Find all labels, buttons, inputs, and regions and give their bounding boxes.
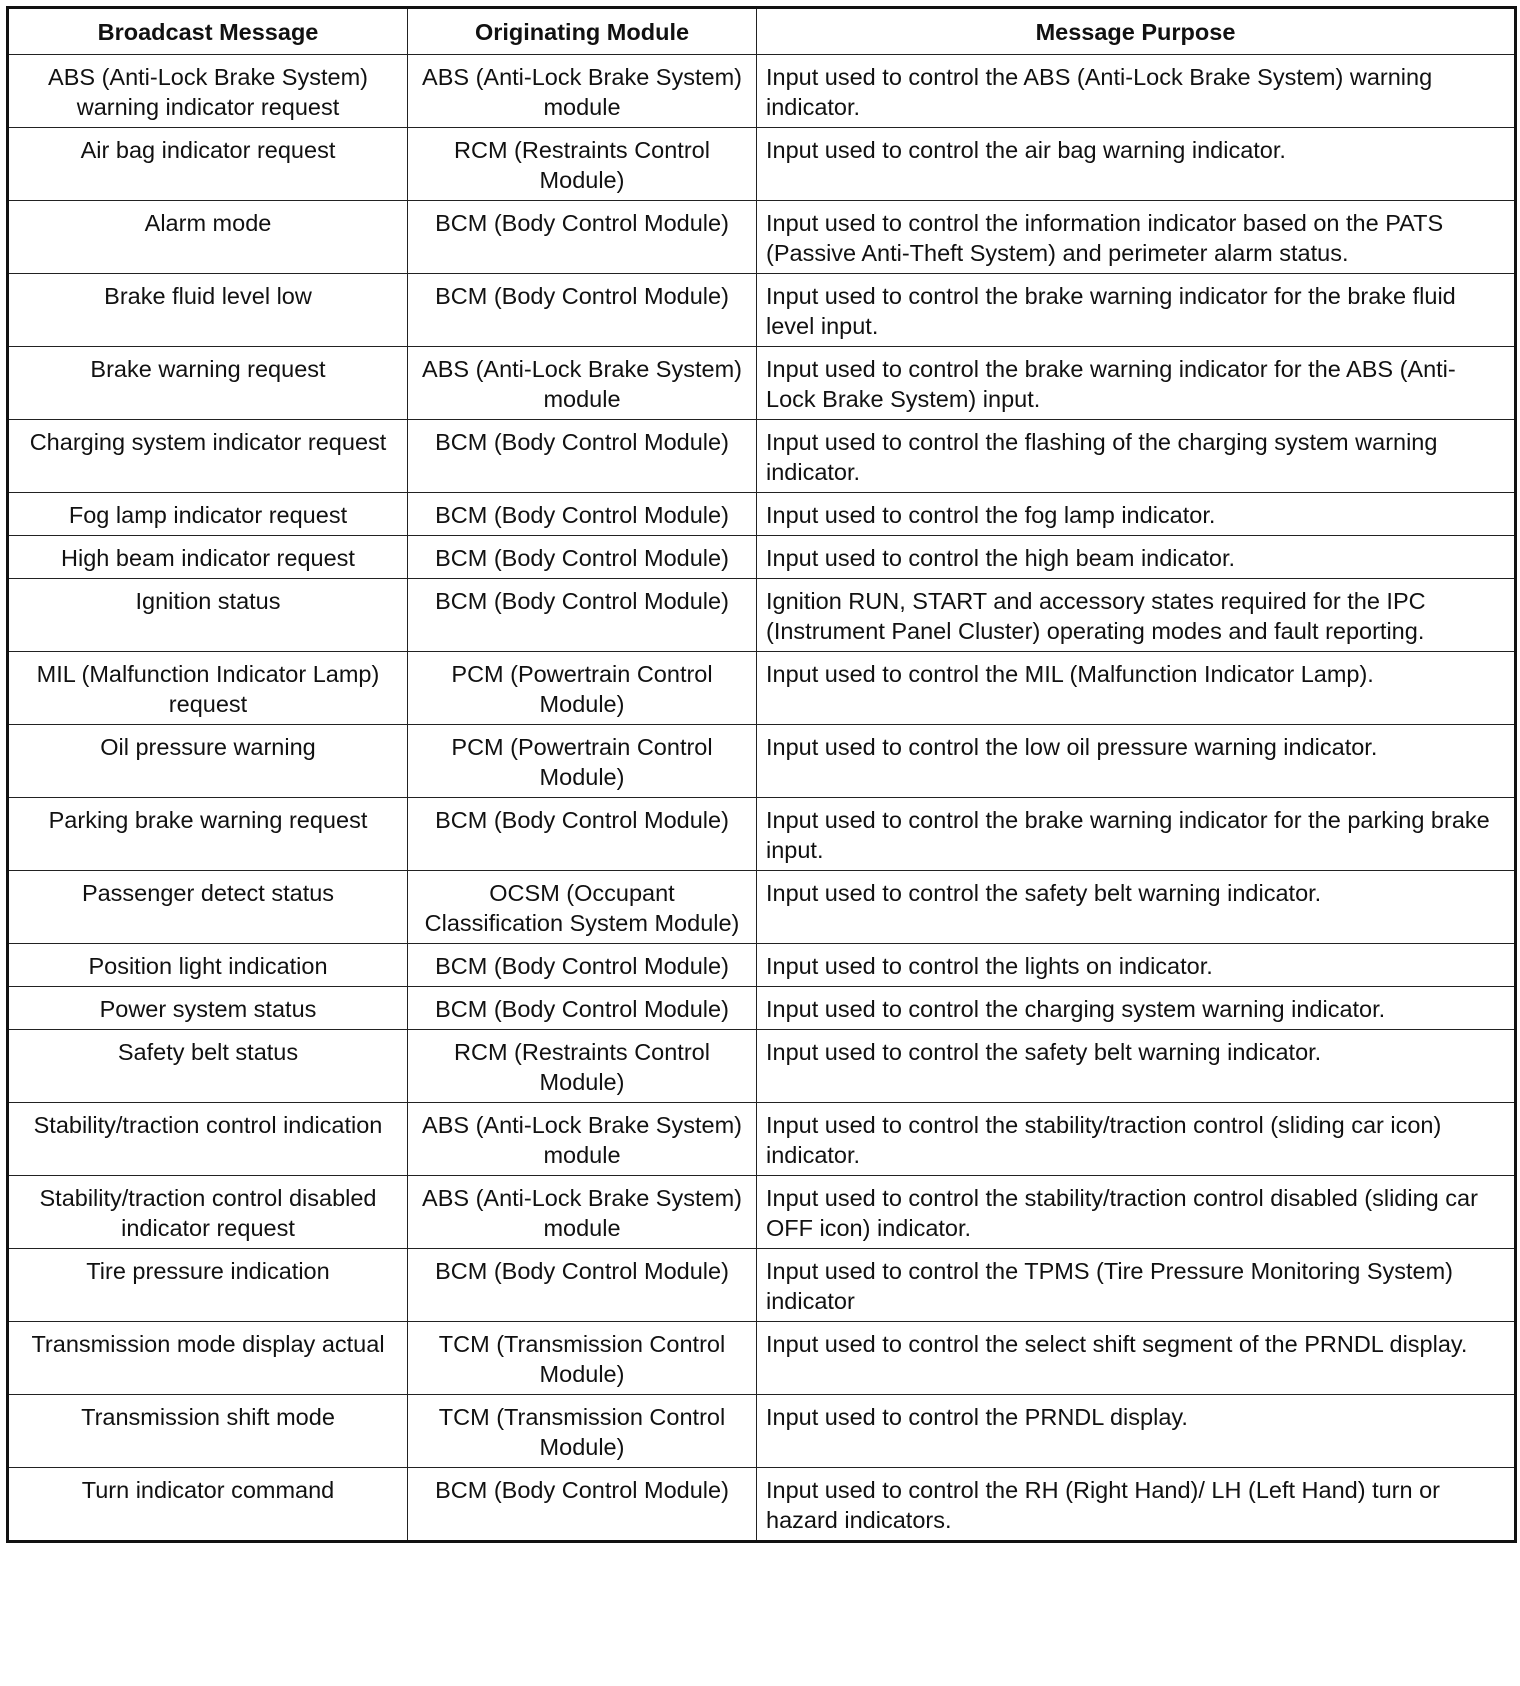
header-label: Broadcast Message: [97, 18, 319, 45]
table-row: [8, 55, 1516, 128]
cell-message-purpose-text: Input used to control the select shift segment of the PRNDL display.: [766, 1331, 1468, 1357]
cell-originating-module: [408, 274, 757, 347]
cell-message-purpose: [757, 1249, 1516, 1322]
cell-originating-module: [408, 1176, 757, 1249]
table-row: [8, 1103, 1516, 1176]
cell-broadcast-message-text: Stability/traction control disabled indicator request: [39, 1185, 377, 1241]
cell-message-purpose: [757, 493, 1516, 536]
table-row: [8, 1322, 1516, 1395]
cell-message-purpose: [757, 274, 1516, 347]
cell-broadcast-message-text: Tire pressure indication: [86, 1258, 330, 1284]
cell-message-purpose-text: Input used to control the air bag warning indicator.: [766, 137, 1286, 163]
broadcast-message-table: [6, 6, 1517, 1543]
table-row: [8, 798, 1516, 871]
cell-originating-module: [408, 944, 757, 987]
cell-broadcast-message: [8, 1395, 408, 1468]
cell-broadcast-message-text: Stability/traction control indication: [33, 1112, 383, 1138]
cell-originating-module: [408, 128, 757, 201]
header-originating-module: [408, 8, 757, 55]
cell-broadcast-message: [8, 871, 408, 944]
cell-originating-module-text: ABS (Anti-Lock Brake System) module: [422, 1112, 742, 1168]
cell-broadcast-message-text: Transmission mode display actual: [31, 1331, 385, 1357]
cell-message-purpose: [757, 536, 1516, 579]
cell-originating-module: [408, 798, 757, 871]
cell-message-purpose: [757, 944, 1516, 987]
cell-broadcast-message-text: Passenger detect status: [81, 880, 335, 906]
cell-originating-module: [408, 987, 757, 1030]
table-row: [8, 1176, 1516, 1249]
cell-originating-module: [408, 1030, 757, 1103]
cell-broadcast-message-text: Position light indication: [88, 953, 328, 979]
cell-broadcast-message-text: Transmission shift mode: [81, 1404, 335, 1430]
cell-originating-module: [408, 536, 757, 579]
cell-originating-module-text: BCM (Body Control Module): [435, 283, 729, 309]
cell-originating-module: [408, 1249, 757, 1322]
cell-originating-module: [408, 201, 757, 274]
cell-message-purpose: [757, 420, 1516, 493]
cell-broadcast-message: [8, 1176, 408, 1249]
cell-broadcast-message-text: Parking brake warning request: [48, 807, 368, 833]
cell-broadcast-message: [8, 1468, 408, 1542]
table-row: [8, 579, 1516, 652]
table-row: [8, 944, 1516, 987]
cell-originating-module: [408, 652, 757, 725]
cell-originating-module-text: BCM (Body Control Module): [435, 502, 729, 528]
cell-broadcast-message: [8, 1322, 408, 1395]
cell-message-purpose-text: Input used to control the safety belt warning indicator.: [766, 880, 1322, 906]
cell-originating-module-text: BCM (Body Control Module): [435, 429, 729, 455]
table-row: [8, 536, 1516, 579]
cell-originating-module: [408, 1468, 757, 1542]
table-row: [8, 347, 1516, 420]
cell-broadcast-message-text: Ignition status: [135, 588, 281, 614]
cell-broadcast-message: [8, 1030, 408, 1103]
cell-originating-module-text: BCM (Body Control Module): [435, 953, 729, 979]
cell-broadcast-message: [8, 274, 408, 347]
cell-message-purpose-text: Input used to control the stability/traction control disabled (sliding car OFF icon) indicator.: [766, 1185, 1478, 1241]
cell-originating-module-text: TCM (Transmission Control Module): [438, 1331, 726, 1387]
cell-originating-module-text: RCM (Restraints Control Module): [454, 137, 710, 193]
cell-broadcast-message: [8, 1249, 408, 1322]
table-row: [8, 725, 1516, 798]
cell-originating-module-text: ABS (Anti-Lock Brake System) module: [422, 1185, 742, 1241]
table-row: [8, 1249, 1516, 1322]
cell-originating-module-text: TCM (Transmission Control Module): [438, 1404, 726, 1460]
cell-originating-module: [408, 1395, 757, 1468]
header-label: Message Purpose: [1035, 18, 1236, 45]
cell-message-purpose-text: Input used to control the MIL (Malfunction Indicator Lamp).: [766, 661, 1374, 687]
cell-broadcast-message: [8, 201, 408, 274]
cell-message-purpose: [757, 1468, 1516, 1542]
cell-message-purpose-text: Input used to control the charging system warning indicator.: [766, 996, 1386, 1022]
cell-originating-module-text: BCM (Body Control Module): [435, 996, 729, 1022]
cell-message-purpose: [757, 128, 1516, 201]
document-page: [6, 6, 1514, 1543]
cell-originating-module-text: BCM (Body Control Module): [435, 588, 729, 614]
table-row: [8, 652, 1516, 725]
cell-message-purpose-text: Input used to control the safety belt warning indicator.: [766, 1039, 1322, 1065]
table-row: [8, 128, 1516, 201]
cell-originating-module-text: ABS (Anti-Lock Brake System) module: [422, 64, 742, 120]
header-row: [8, 8, 1516, 55]
cell-message-purpose-text: Input used to control the low oil pressure warning indicator.: [766, 734, 1378, 760]
cell-broadcast-message: [8, 1103, 408, 1176]
cell-originating-module-text: RCM (Restraints Control Module): [454, 1039, 710, 1095]
cell-message-purpose-text: Input used to control the fog lamp indicator.: [766, 502, 1216, 528]
table-row: [8, 420, 1516, 493]
cell-originating-module-text: BCM (Body Control Module): [435, 1258, 729, 1284]
cell-originating-module-text: OCSM (Occupant Classification System Module): [424, 880, 740, 936]
cell-originating-module-text: BCM (Body Control Module): [435, 210, 729, 236]
header-broadcast-message: [8, 8, 408, 55]
cell-originating-module: [408, 579, 757, 652]
cell-message-purpose: [757, 1103, 1516, 1176]
cell-originating-module-text: ABS (Anti-Lock Brake System) module: [422, 356, 742, 412]
cell-broadcast-message: [8, 347, 408, 420]
cell-originating-module-text: PCM (Powertrain Control Module): [451, 734, 713, 790]
cell-message-purpose: [757, 798, 1516, 871]
cell-message-purpose: [757, 1322, 1516, 1395]
cell-broadcast-message: [8, 798, 408, 871]
cell-originating-module-text: BCM (Body Control Module): [435, 807, 729, 833]
cell-originating-module: [408, 871, 757, 944]
table-row: [8, 987, 1516, 1030]
cell-broadcast-message: [8, 652, 408, 725]
cell-broadcast-message-text: Power system status: [99, 996, 317, 1022]
cell-broadcast-message: [8, 536, 408, 579]
cell-originating-module: [408, 55, 757, 128]
cell-message-purpose-text: Ignition RUN, START and accessory states required for the IPC (Instrument Panel Cluster) operating modes and fault reporting.: [766, 588, 1426, 644]
cell-broadcast-message-text: Oil pressure warning: [100, 734, 316, 760]
header-label: Originating Module: [474, 18, 690, 45]
cell-message-purpose-text: Input used to control the information indicator based on the PATS (Passive Anti-Theft System) and perimeter alarm status.: [766, 210, 1444, 266]
cell-message-purpose: [757, 871, 1516, 944]
cell-broadcast-message: [8, 420, 408, 493]
table-row: [8, 1030, 1516, 1103]
cell-broadcast-message-text: Turn indicator command: [81, 1477, 335, 1503]
cell-originating-module-text: PCM (Powertrain Control Module): [451, 661, 713, 717]
cell-originating-module: [408, 1103, 757, 1176]
cell-broadcast-message-text: Charging system indicator request: [29, 429, 387, 455]
cell-message-purpose-text: Input used to control the ABS (Anti-Lock Brake System) warning indicator.: [766, 64, 1433, 120]
cell-message-purpose: [757, 725, 1516, 798]
cell-broadcast-message: [8, 55, 408, 128]
cell-broadcast-message-text: Air bag indicator request: [80, 137, 336, 163]
cell-broadcast-message: [8, 987, 408, 1030]
table-row: [8, 1395, 1516, 1468]
cell-broadcast-message-text: MIL (Malfunction Indicator Lamp) request: [36, 661, 380, 717]
table-row: [8, 871, 1516, 944]
cell-message-purpose-text: Input used to control the PRNDL display.: [766, 1404, 1188, 1430]
cell-message-purpose-text: Input used to control the brake warning indicator for the ABS (Anti-Lock Brake System) input.: [766, 356, 1456, 412]
header-message-purpose: [757, 8, 1516, 55]
cell-broadcast-message-text: High beam indicator request: [61, 545, 355, 571]
table-body: [8, 55, 1516, 1542]
cell-message-purpose: [757, 1176, 1516, 1249]
cell-message-purpose: [757, 201, 1516, 274]
table-row: [8, 1468, 1516, 1542]
cell-broadcast-message-text: Brake warning request: [90, 356, 326, 382]
cell-message-purpose: [757, 1395, 1516, 1468]
cell-message-purpose: [757, 987, 1516, 1030]
cell-broadcast-message: [8, 493, 408, 536]
cell-message-purpose: [757, 652, 1516, 725]
cell-originating-module: [408, 420, 757, 493]
cell-originating-module: [408, 725, 757, 798]
cell-broadcast-message-text: Fog lamp indicator request: [68, 502, 348, 528]
cell-message-purpose-text: Input used to control the brake warning indicator for the parking brake input.: [766, 807, 1490, 863]
cell-message-purpose-text: Input used to control the high beam indicator.: [766, 545, 1236, 571]
cell-message-purpose-text: Input used to control the flashing of the charging system warning indicator.: [766, 429, 1438, 485]
cell-broadcast-message: [8, 725, 408, 798]
cell-originating-module: [408, 1322, 757, 1395]
cell-message-purpose-text: Input used to control the stability/traction control (sliding car icon) indicator.: [766, 1112, 1442, 1168]
cell-broadcast-message-text: Alarm mode: [144, 210, 272, 236]
cell-message-purpose: [757, 1030, 1516, 1103]
cell-originating-module: [408, 347, 757, 420]
cell-broadcast-message: [8, 128, 408, 201]
cell-broadcast-message: [8, 579, 408, 652]
table-header: [8, 8, 1516, 55]
cell-message-purpose: [757, 579, 1516, 652]
cell-broadcast-message-text: Brake fluid level low: [104, 283, 312, 309]
cell-broadcast-message: [8, 944, 408, 987]
table-row: [8, 274, 1516, 347]
cell-message-purpose: [757, 55, 1516, 128]
cell-originating-module: [408, 493, 757, 536]
cell-broadcast-message-text: ABS (Anti-Lock Brake System) warning indicator request: [48, 64, 368, 120]
cell-message-purpose-text: Input used to control the TPMS (Tire Pressure Monitoring System) indicator: [766, 1258, 1453, 1314]
cell-message-purpose-text: Input used to control the brake warning indicator for the brake fluid level input.: [766, 283, 1456, 339]
cell-originating-module-text: BCM (Body Control Module): [435, 1477, 729, 1503]
cell-message-purpose: [757, 347, 1516, 420]
table-row: [8, 201, 1516, 274]
cell-message-purpose-text: Input used to control the RH (Right Hand)/ LH (Left Hand) turn or hazard indicators.: [766, 1477, 1440, 1533]
cell-broadcast-message-text: Safety belt status: [117, 1039, 299, 1065]
cell-message-purpose-text: Input used to control the lights on indicator.: [766, 953, 1213, 979]
cell-originating-module-text: BCM (Body Control Module): [435, 545, 729, 571]
table-row: [8, 493, 1516, 536]
